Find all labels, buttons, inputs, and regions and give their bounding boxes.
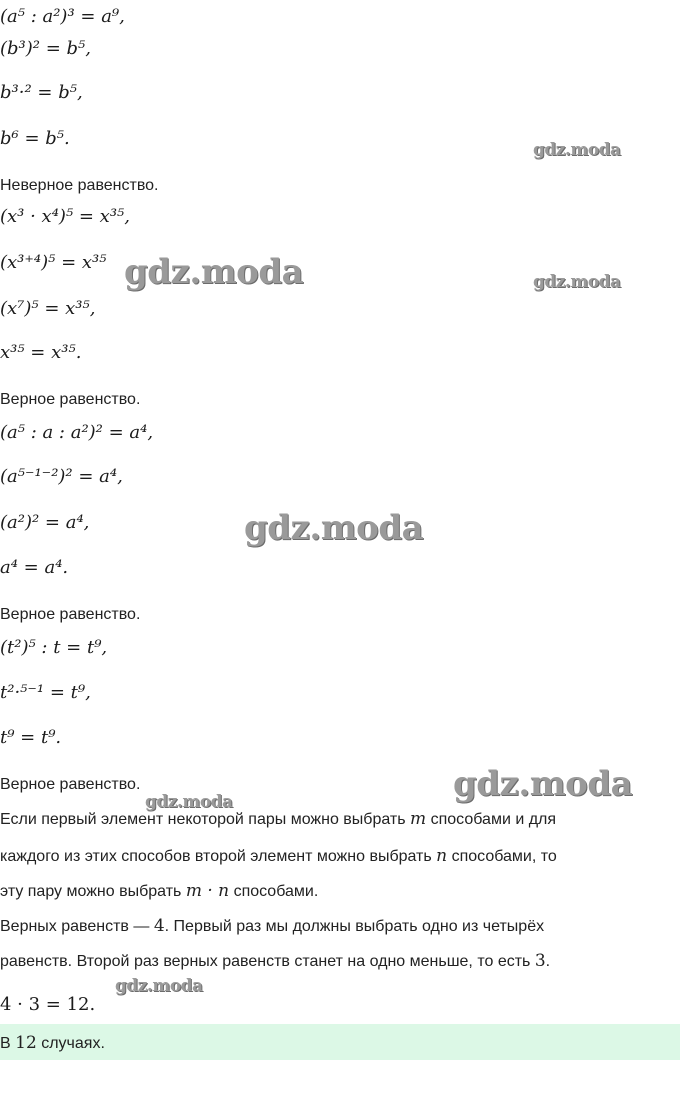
equation-line: t⁹ = t⁹. — [0, 727, 62, 748]
verdict-text: Верное равенство. — [0, 606, 141, 623]
equation-line: b⁶ = b⁵. — [0, 128, 70, 149]
rule-text: способами, то — [451, 848, 557, 865]
verdict-text: Верное равенство. — [0, 391, 141, 408]
equation-line: a⁴ = a⁴. — [0, 557, 69, 578]
math-expr: m · n — [185, 881, 230, 901]
math-num: 4 — [153, 916, 165, 936]
rule-text: способами. — [233, 883, 319, 900]
equation-line: (x⁷)⁵ = x³⁵, — [0, 298, 96, 319]
watermark-logo: gdz.moda — [124, 252, 304, 292]
equation-line: b³·² = b⁵, — [0, 82, 83, 103]
solution-line — [0, 950, 550, 973]
watermark-logo: gdz.moda — [533, 272, 621, 292]
rule-text: эту пару можно выбрать — [0, 883, 182, 900]
equation-line: (a²)² = a⁴, — [0, 512, 90, 533]
solution-text: Верных равенств — — [0, 918, 150, 935]
equation-line: (a⁵ : a²)³ = a⁹, — [0, 6, 125, 27]
math-num: 12 — [15, 1033, 37, 1053]
rule-text: Если первый элемент некоторой пары можно выбрать — [0, 811, 406, 828]
equation-line: (t²)⁵ : t = t⁹, — [0, 637, 108, 658]
watermark-logo: gdz.moda — [533, 140, 621, 160]
equation-line: (a⁵ : a : a²)² = a⁴, — [0, 422, 154, 443]
equation-line: x³⁵ = x³⁵. — [0, 342, 82, 363]
math-var: m — [410, 809, 427, 829]
watermark-logo: gdz.moda — [244, 508, 424, 548]
watermark-logo: gdz.moda — [453, 764, 633, 804]
solution-text: равенств. Второй раз верных равенств станет на одно меньше, то есть — [0, 953, 531, 970]
rule-line — [0, 880, 318, 903]
answer-box — [0, 1024, 680, 1060]
rule-text: каждого из этих способов второй элемент можно выбрать — [0, 848, 432, 865]
calculation-line: 4 · 3 = 12. — [0, 994, 96, 1015]
answer-line — [0, 1032, 105, 1055]
solution-text: . — [545, 953, 551, 970]
solution-line — [0, 915, 544, 938]
answer-text: В — [0, 1035, 11, 1052]
verdict-text: Неверное равенство. — [0, 177, 159, 194]
math-num: 3 — [534, 951, 546, 971]
equation-line: (x³ · x⁴)⁵ = x³⁵, — [0, 206, 130, 227]
rule-line — [0, 845, 557, 868]
verdict-text: Верное равенство. — [0, 776, 141, 793]
watermark-logo: gdz.moda — [145, 792, 233, 812]
watermark-logo: gdz.moda — [115, 976, 203, 996]
equation-line: (a⁵⁻¹⁻²)² = a⁴, — [0, 466, 123, 487]
rule-text: способами и для — [430, 811, 557, 828]
answer-text: случаях. — [41, 1035, 105, 1052]
equation-line: (x³⁺⁴)⁵ = x³⁵ — [0, 252, 107, 273]
rule-line — [0, 808, 556, 831]
math-var: n — [436, 846, 448, 866]
equation-line: (b³)² = b⁵, — [0, 38, 91, 59]
solution-text: . Первый раз мы должны выбрать одно из четырёх — [164, 918, 545, 935]
equation-line: t²·⁵⁻¹ = t⁹, — [0, 682, 91, 703]
